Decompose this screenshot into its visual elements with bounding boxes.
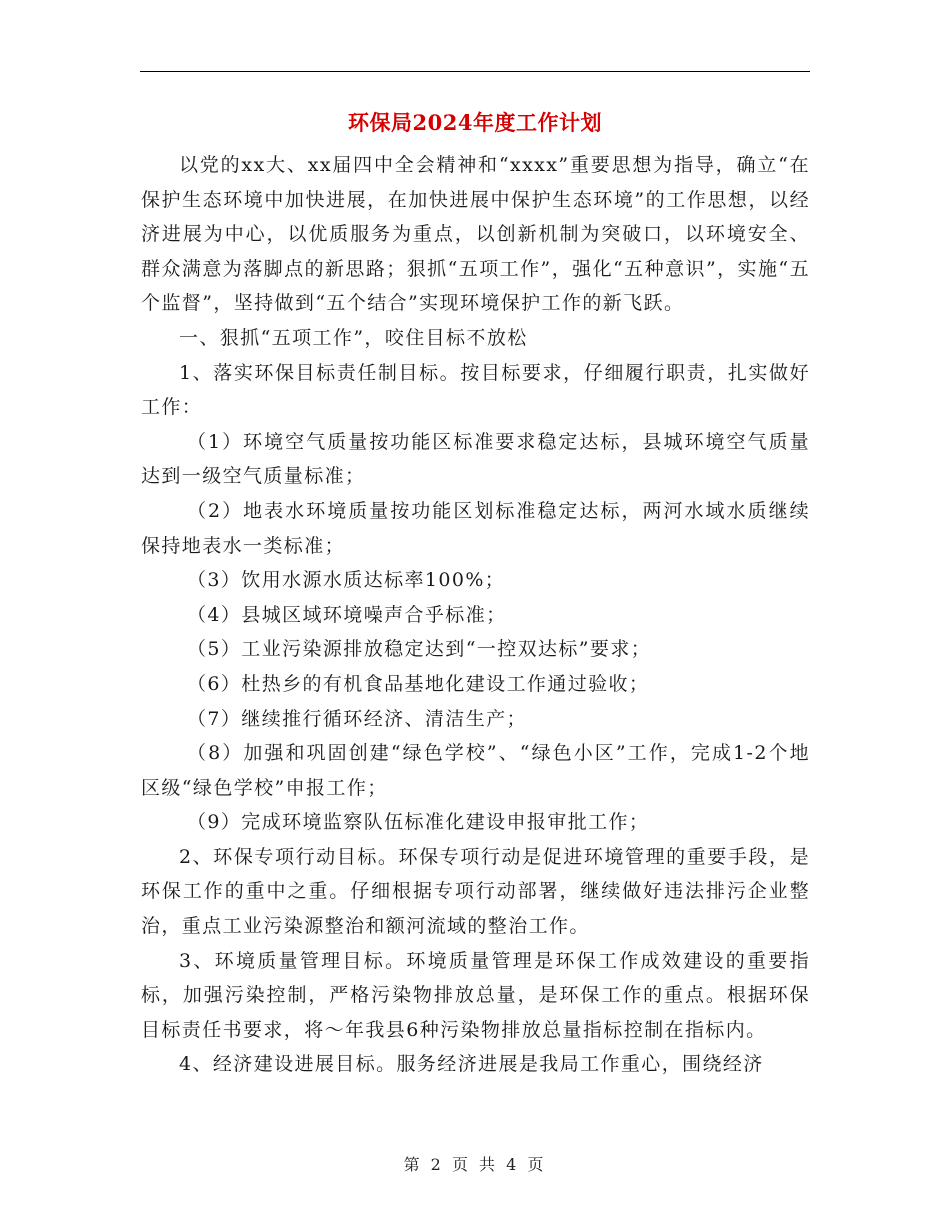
document-title: 环保局2024年度工作计划 xyxy=(348,110,602,135)
paragraph-goal-2: 2、环保专项行动目标。环保专项行动是促进环境管理的重要手段，是环保工作的重中之重。仔细根据专项行动部署，继续做好违法排污企业整治，重点工业污染源整治和额河流域的整治工作。 xyxy=(141,845,810,938)
list-item-2: （2）地表水环境质量按功能区划标准稳定达标，两河水域水质继续保持地表水一类标准； xyxy=(141,499,810,557)
list-item-1: （1）环境空气质量按功能区标准要求稳定达标，县城环境空气质量达到一级空气质量标准； xyxy=(141,430,810,488)
paragraph-goal-1: 1、落实环保目标责任制目标。按目标要求，仔细履行职责，扎实做好工作： xyxy=(141,361,810,419)
paragraph-intro: 以党的xx大、xx届四中全会精神和“xxxx”重要思想为指导，确立“在保护生态环境中加快进展，在加快进展中保护生态环境”的工作思想，以经济进展为中心，以优质服务为重点，以创新机制为突破口，以环境安全、群众满意为落脚点的新思路；狠抓“五项工作”，强化“五种意识”，实施“五个监督”，坚持做到“五个结合”实现环境保护工作的新飞跃。 xyxy=(141,154,810,315)
list-item-3: （3）饮用水源水质达标率100%； xyxy=(187,569,506,592)
list-item-7: （7）继续推行循环经济、清洁生产； xyxy=(187,707,527,730)
section-heading-1: 一、狠抓“五项工作”，咬住目标不放松 xyxy=(179,326,528,349)
paragraph-goal-4: 4、经济建设进展目标。服务经济进展是我局工作重心，围绕经济 xyxy=(179,1053,764,1076)
paragraph-goal-3: 3、环境质量管理目标。环境质量管理是环保工作成效建设的重要指标，加强污染控制，严格污染物排放总量，是环保工作的重点。根据环保目标责任书要求，将～年我县6种污染物排放总量指标控制在指标内。 xyxy=(141,949,810,1041)
list-item-9: （9）完成环境监察队伍标准化建设申报审批工作； xyxy=(187,811,650,834)
header-rule xyxy=(140,71,810,72)
document-body xyxy=(141,148,810,1082)
list-item-8: （8）加强和巩固创建“绿色学校”、“绿色小区”工作，完成1-2个地区级“绿色学校”申报工作； xyxy=(141,742,810,799)
list-item-5: （5）工业污染源排放稳定达到“一控双达标”要求； xyxy=(187,638,652,661)
list-item-4: （4）县城区域环境噪声合乎标准； xyxy=(187,603,507,626)
page-number: 第 2 页 共 4 页 xyxy=(403,1155,547,1174)
list-item-6: （6）杜热乡的有机食品基地化建设工作通过验收； xyxy=(187,672,650,695)
